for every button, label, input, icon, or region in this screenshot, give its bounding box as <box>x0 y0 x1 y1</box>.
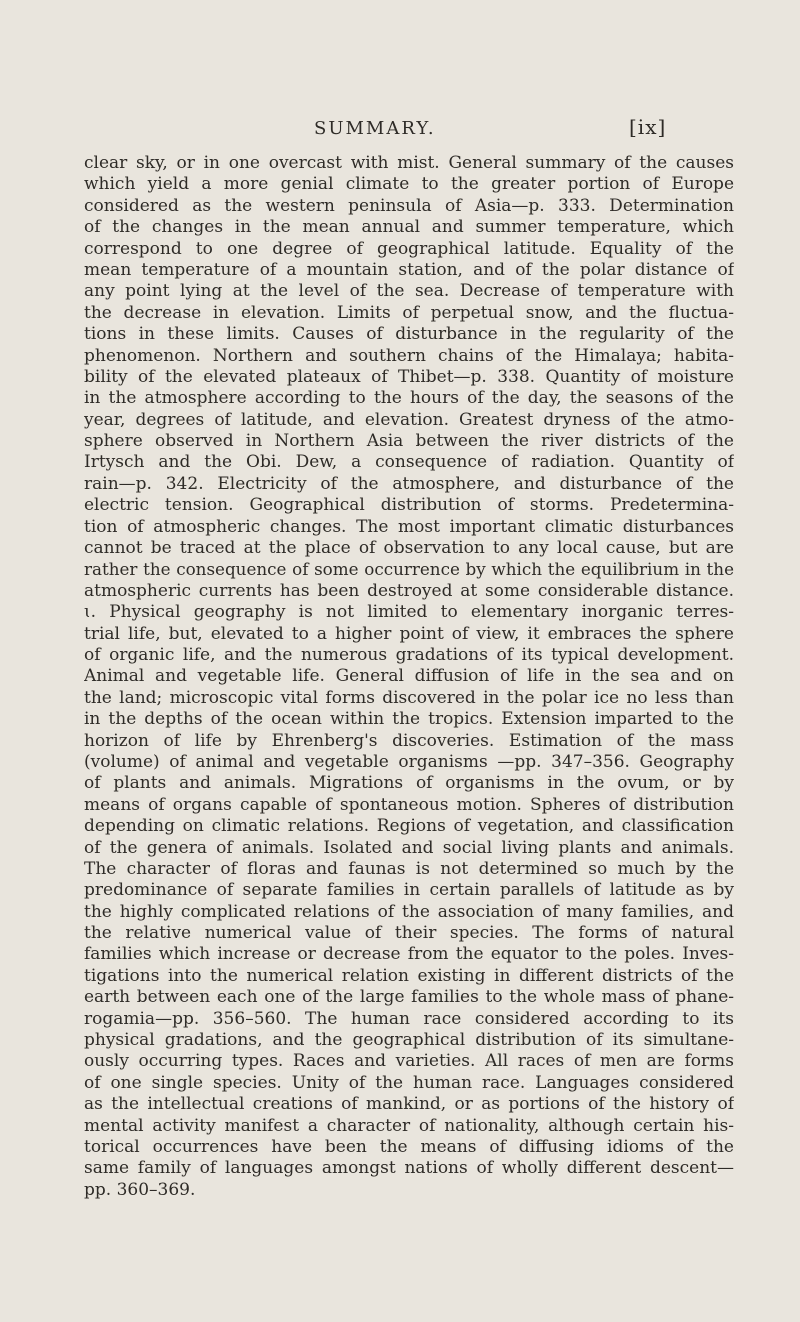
text-line: earth between each one of the large families to the whole mass of phane- <box>84 987 734 1008</box>
text-line: same family of languages amongst nations of wholly different descent— <box>84 1158 734 1179</box>
text-line: rogamia—pp. 356–560. The human race considered according to its <box>84 1008 734 1029</box>
text-line: ously occurring types. Races and varieties. All races of men are forms <box>84 1051 734 1072</box>
page-header <box>0 115 800 148</box>
text-line: rain—p. 342. Electricity of the atmosphere, and disturbance of the <box>84 473 734 494</box>
text-line: of the changes in the mean annual and summer temperature, which <box>84 217 734 238</box>
text-line: rather the consequence of some occurrence by which the equilibrium in the <box>84 559 734 580</box>
text-line: of plants and animals. Migrations of organisms in the ovum, or by <box>84 773 734 794</box>
text-line: phenomenon. Northern and southern chains of the Himalaya; habita- <box>84 345 734 366</box>
text-line: physical gradations, and the geographical distribution of its simultane- <box>84 1030 734 1051</box>
page-number: [ix] <box>629 115 667 139</box>
text-line: (volume) of animal and vegetable organisms —pp. 347–356. Geography <box>84 751 734 772</box>
text-line: in the depths of the ocean within the tropics. Extension imparted to the <box>84 709 734 730</box>
text-line: mean temperature of a mountain station, and of the polar distance of <box>84 259 734 280</box>
summary-text <box>84 153 734 1201</box>
running-head: SUMMARY. <box>314 118 436 139</box>
text-line: the highly complicated relations of the association of many families, and <box>84 901 734 922</box>
text-line: cannot be traced at the place of observation to any local cause, but are <box>84 538 734 559</box>
text-line: tigations into the numerical relation existing in different districts of the <box>84 965 734 986</box>
text-line: of the genera of animals. Isolated and social living plants and animals. <box>84 837 734 858</box>
text-line: Animal and vegetable life. General diffusion of life in the sea and on <box>84 666 734 687</box>
text-line: of one single species. Unity of the human race. Languages considered <box>84 1072 734 1093</box>
text-line: torical occurrences have been the means of diffusing idioms of the <box>84 1136 734 1157</box>
text-line: electric tension. Geographical distribution of storms. Predetermina- <box>84 495 734 516</box>
text-line: mental activity manifest a character of nationality, although certain his- <box>84 1115 734 1136</box>
text-line: bility of the elevated plateaux of Thibet—p. 338. Quantity of moisture <box>84 366 734 387</box>
text-line: any point lying at the level of the sea. Decrease of temperature with <box>84 281 734 302</box>
text-line: means of organs capable of spontaneous motion. Spheres of distribution <box>84 794 734 815</box>
text-line: clear sky, or in one overcast with mist. General summary of the causes <box>84 153 734 173</box>
text-line: considered as the western peninsula of Asia—p. 333. Determination <box>84 195 734 216</box>
text-line: ɩ. Physical geography is not limited to elementary inorganic terres- <box>84 602 734 623</box>
text-line: the land; microscopic vital forms discovered in the polar ice no less than <box>84 687 734 708</box>
text-line: year, degrees of latitude, and elevation. Greatest dryness of the atmo- <box>84 409 734 430</box>
text-line: in the atmosphere according to the hours of the day, the seasons of the <box>84 388 734 409</box>
text-line: predominance of separate families in certain parallels of latitude as by <box>84 880 734 901</box>
text-line: the decrease in elevation. Limits of perpetual snow, and the fluctua- <box>84 302 734 323</box>
text-line: pp. 360–369. <box>84 1179 196 1200</box>
text-line: sphere observed in Northern Asia between the river districts of the <box>84 431 734 452</box>
text-line: atmospheric currents has been destroyed at some considerable distance. <box>84 580 734 601</box>
text-line: which yield a more genial climate to the greater portion of Europe <box>84 174 734 195</box>
text-line: the relative numerical value of their species. The forms of natural <box>84 923 734 944</box>
text-line: as the intellectual creations of mankind, or as portions of the history of <box>84 1094 734 1115</box>
text-line: tion of atmospheric changes. The most important climatic disturbances <box>84 516 734 537</box>
text-line: correspond to one degree of geographical latitude. Equality of the <box>84 238 734 259</box>
text-line: depending on climatic relations. Regions of vegetation, and classification <box>84 816 734 837</box>
text-line: The character of floras and faunas is not determined so much by the <box>84 858 734 879</box>
text-line: families which increase or decrease from the equator to the poles. Inves- <box>84 944 734 965</box>
text-line: horizon of life by Ehrenberg's discoveries. Estimation of the mass <box>84 730 734 751</box>
text-line: Irtysch and the Obi. Dew, a consequence of radiation. Quantity of <box>84 452 734 473</box>
text-line: tions in these limits. Causes of disturbance in the regularity of the <box>84 324 734 345</box>
text-line: of organic life, and the numerous gradations of its typical development. <box>84 644 734 665</box>
text-line: trial life, but, elevated to a higher point of view, it embraces the sphere <box>84 623 734 644</box>
